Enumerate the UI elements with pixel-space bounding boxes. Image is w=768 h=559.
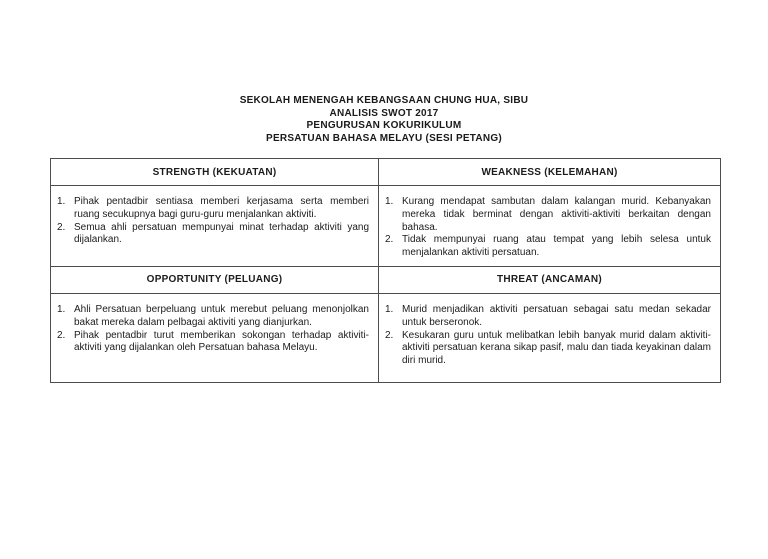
item-number: 2. [57, 329, 66, 341]
opportunity-header-cell: OPPORTUNITY (PELUANG) [51, 266, 379, 293]
list-item [57, 304, 369, 330]
document-title [0, 95, 768, 146]
item-text: Pihak pentadbir turut memberikan sokongan terhadap aktiviti-aktiviti yang dijalankan oleh Persatuan bahasa Melayu. [74, 329, 369, 354]
swot-table [50, 158, 721, 383]
item-text: Kurang mendapat sambutan dalam kalangan murid. Kebanyakan mereka tidak berminat dengan aktiviti-aktiviti berkaitan dengan bahasa. [402, 196, 711, 233]
item-number: 2. [57, 221, 66, 233]
item-text: Semua ahli persatuan mempunyai minat terhadap aktiviti yang dijalankan. [74, 221, 369, 246]
content-row-opportunity-threat [51, 293, 721, 382]
list-item [57, 330, 369, 356]
strength-content-cell [51, 186, 379, 267]
title-line-school: SEKOLAH MENENGAH KEBANGSAAN CHUNG HUA, SIBU [239, 95, 529, 106]
list-item [385, 196, 711, 234]
item-text: Pihak pentadbir sentiasa memberi kerjasama serta memberi ruang secukupnya bagi guru-guru menjalankan aktiviti. [74, 196, 369, 220]
list-item [385, 234, 711, 260]
item-number: 1. [57, 196, 66, 207]
list-item [57, 222, 369, 248]
item-text: Tidak mempunyai ruang atau tempat yang lebih selesa untuk menjalankan aktiviti persatuan. [402, 234, 711, 259]
opportunity-content-cell [51, 293, 379, 382]
list-item [385, 330, 711, 368]
item-number: 1. [385, 196, 394, 207]
item-number: 2. [385, 329, 394, 341]
item-text: Ahli Persatuan berpeluang untuk merebut peluang menonjolkan bakat mereka dalam pelbagai aktiviti yang dianjurkan. [74, 303, 369, 328]
header-row-opportunity-threat [51, 266, 721, 293]
threat-header-cell: THREAT (ANCAMAN) [379, 266, 721, 293]
header-row-strength-weakness [51, 159, 721, 186]
item-number: 2. [385, 234, 394, 246]
weakness-content-cell [379, 186, 721, 267]
content-row-strength-weakness [51, 186, 721, 267]
strength-header-cell: STRENGTH (KEKUATAN) [51, 159, 379, 186]
item-text: Murid menjadikan aktiviti persatuan sebagai satu medan sekadar untuk berseronok. [402, 303, 711, 328]
weakness-header-cell: WEAKNESS (KELEMAHAN) [379, 159, 721, 186]
title-line-department: PENGURUSAN KOKURIKULUM [306, 120, 462, 132]
threat-content-cell [379, 293, 721, 382]
title-line-analysis: ANALISIS SWOT 2017 [329, 107, 439, 119]
item-text: Kesukaran guru untuk melibatkan lebih banyak murid dalam aktiviti-aktiviti persatuan kerana sikap pasif, malu dan tiada keyakinan dalam diri murid. [402, 329, 711, 367]
list-item [385, 304, 711, 330]
title-line-society: PERSATUAN BAHASA MELAYU (SESI PETANG) [266, 133, 502, 145]
item-number: 1. [57, 303, 66, 315]
list-item [57, 196, 369, 222]
item-number: 1. [385, 303, 394, 315]
